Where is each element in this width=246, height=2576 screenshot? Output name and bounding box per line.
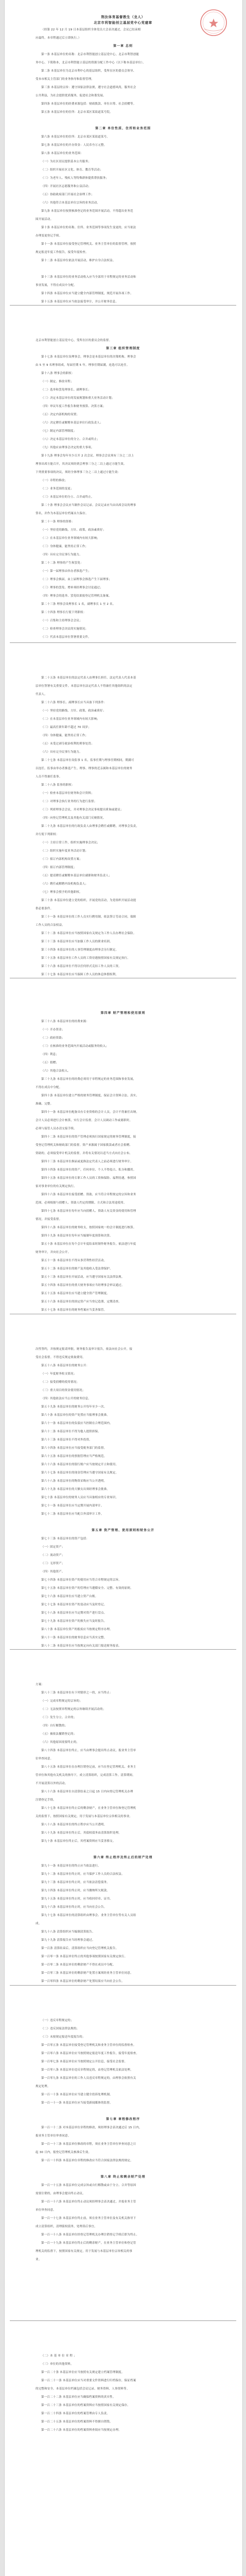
document-title-line-2: 北京市利智能创立基层党中心党建章 bbox=[94, 21, 152, 25]
text-line: 资助的，必须接受审计机关的监督，并将有关情况以适当方式向社会公布。 bbox=[36, 1152, 133, 1155]
article-line: （二）对理事会执行业务的行为进行监督； bbox=[41, 800, 97, 803]
text-line: 需要注销的，由理事会提出终止动议。 bbox=[36, 2192, 85, 2195]
document-page-1 bbox=[10, 0, 236, 306]
article-line: 第九十条 本基层单位终止后，其档案资料应当妥善移交。 bbox=[41, 1840, 116, 1843]
article-line: （三）未按规定报送年度报告的； bbox=[41, 2036, 85, 2039]
article-line: 第一百零八条 本基层单位违反章程规定的，由登记管理机关依法处理。 bbox=[41, 2069, 133, 2072]
text-line: 北京市利智能创立基层党中心，受所在区的委员会的监督。 bbox=[36, 339, 112, 342]
article-line: （二）检查理事会决议的实施情况； bbox=[41, 628, 89, 631]
text-line: 工作人员的合法权益。 bbox=[36, 924, 65, 927]
article-line: 第一百零三条 本基层单位的剩余财产处置方案须经业务主管单位同意。 bbox=[41, 1972, 133, 1975]
article-line: （一）为社区居民提供基本公共服务； bbox=[41, 160, 91, 163]
article-line: 第五十三条 本基层单位开展活动，应当遵守国家有关法律法规。 bbox=[41, 1276, 125, 1279]
article-line: 第一百二十三条 本基层单位的档案资料应当按照国家有关规定保存。 bbox=[41, 2404, 130, 2407]
article-line: （九）其他应由理事会决定的重大事项。 bbox=[41, 446, 94, 449]
article-line: （三）在核准的业务范围内开展活动或服务的收入； bbox=[41, 1045, 109, 1048]
article-line: （二）接受捐赠的使用情况； bbox=[41, 1381, 80, 1384]
article-line: 第七十条 本基层单位的财务人员应当具备相应的专业知识。 bbox=[41, 1496, 119, 1499]
text-line: 签名，并作为本基层单位档案永久保存。 bbox=[36, 512, 89, 515]
article-line: 第四十二条 本基层单位的资产管理必须执行国家规定的财务管理制度，接 bbox=[41, 1136, 136, 1139]
article-line: 第三十四条 本基层单位的人事管理制度由理事会另行制定。 bbox=[41, 948, 119, 952]
article-line: 第八十六条 本基层单位自清算结束之日起 15 日内向登记管理机关办理 bbox=[41, 1790, 133, 1793]
article-line: 第二十七条 本基层单位设监事 1 名，监事任期与理事任期相同，期满可 bbox=[41, 759, 134, 762]
text-line: 会计人员必须进行会计核算，实行会计监督。会计人员调动工作或离职时， bbox=[36, 1119, 133, 1122]
article-line: 第一百零六条 本基层单位应当按照规定报送年度工作报告，接受年度检查。 bbox=[41, 2052, 139, 2055]
article-line: （一）检查本基层单位财务和会计资料； bbox=[41, 792, 94, 795]
article-line: （二）流动资产； bbox=[41, 1554, 65, 1557]
article-line: （五）被依法撤销登记的； bbox=[41, 1733, 77, 1736]
text-line: 规定处理。 bbox=[36, 2085, 50, 2088]
article-line: （一）违反章程规定的； bbox=[41, 2019, 74, 2022]
article-line: 第五十九条 本基层单位的财务公开每年至少一次。 bbox=[41, 1405, 107, 1409]
text-line: 不开展清算以外的活动。 bbox=[36, 1782, 68, 1785]
article-line: （四）自行解散的； bbox=[41, 1724, 68, 1727]
article-line: 第七十二条 本基层单位应当配合外部审计工作。 bbox=[41, 1513, 104, 1516]
article-line: 第八十二条 本基层单位应当按规定向有关部门报送财务报表。 bbox=[41, 1645, 121, 1648]
text-line: 理事出席方能召开，其决议须经到会理事三分之二以上通过方能生效。 bbox=[36, 463, 127, 466]
article-line: 第四条 本基层单位的经费来源包括：财政拨款、单位自筹、社会捐赠等。 bbox=[41, 103, 136, 106]
document-viewer[interactable] bbox=[4, 0, 243, 2576]
article-line: （六）决定聘任或解聘本基层单位行政负责人； bbox=[41, 421, 103, 425]
text-line: 以连任。监事由举办者推选产生。理事、理事的近亲属和本基层单位的财务 bbox=[36, 767, 133, 770]
article-line: 第二十四条 理事长行使下列职权： bbox=[41, 611, 86, 614]
article-line: 第四十三条 本基层单位换届或更换法定代表人之前必须进行财务审计。 bbox=[41, 1160, 133, 1163]
article-line: （三）重大项目的资金使用情况； bbox=[41, 1389, 85, 1392]
article-line: 第二十一条 理事的资格： bbox=[41, 520, 75, 523]
article-line: 第一百一十五条 本基层单位完成宗旨或自行解散或由于分立、合并等原因 bbox=[41, 2184, 136, 2187]
text-line: 必须与接管人员办清交接手续。 bbox=[36, 1127, 77, 1130]
article-line: （五）捐赠； bbox=[41, 1061, 59, 1064]
article-line: （三）身体健康，能坚持正常工作； bbox=[41, 545, 89, 548]
document-page-8 bbox=[10, 2321, 236, 2576]
article-line: （二）违反国家法律法规的； bbox=[41, 2027, 80, 2030]
article-line: （三）决定本基层单位的发展规划和重大业务活动计划； bbox=[41, 397, 115, 400]
chapter-heading: 第一章 总则 bbox=[113, 44, 133, 48]
article-line: （二）组织实施年度业务活动计划； bbox=[41, 850, 89, 853]
article-line: 第一百零七条 本基层单位应当按照规定公开信息，接受社会监督。 bbox=[41, 2060, 128, 2063]
article-line: 第一百二十四条 本基层单位的档案管理由专人负责。 bbox=[41, 2412, 110, 2415]
article-line: （六）其他合法收入。 bbox=[41, 1070, 71, 1073]
article-line: 第九十二条 本基层单位终止时，应当保护工作人员的合法权益。 bbox=[41, 1873, 125, 1876]
text-line: 事业发展，不得在成员中分配。 bbox=[36, 284, 77, 287]
article-line: 第十三条 本基层单位的业务活动收入应当全部用于章程规定的业务活动和 bbox=[41, 276, 136, 279]
text-line: 次性签约，并按规定报请审批，财务报告及审计报告，依法向社会公开，接 bbox=[36, 1348, 133, 1351]
document-page-7 bbox=[10, 1986, 236, 2321]
article-line: （七）制定内部管理制度； bbox=[41, 430, 77, 433]
article-line: 第六十七条 本基层单位的现金管理应当遵守国家有关规定。 bbox=[41, 1471, 119, 1475]
text-line: 业。 bbox=[36, 2258, 42, 2261]
text-line: 务中心，下简称本，北京市利智能立基层的资源分配工作中心（以下称本基层单位）。 bbox=[36, 61, 146, 64]
article-line: 第二十八条 监事的职权： bbox=[41, 784, 75, 787]
article-line: 第八十八条 本基层单位的终止程序应当公开透明。 bbox=[41, 1823, 107, 1826]
article-line: 第七十六条 本基层单位应当建立资产台账。 bbox=[41, 1595, 98, 1598]
text-line: 关的监督下，按照国家有关规定，用于发展与本基层单位宗旨相关的事业。 bbox=[36, 1815, 133, 1818]
text-line: 层单位签署有关重要文件。本基层单位法定代表人不得兼任其他组织的法定 bbox=[36, 685, 133, 688]
text-line: 报业务主管单位审查同意。 bbox=[36, 2134, 71, 2138]
article-line: 第七十四条 本基层单位资产的使用应当符合章程规定的宗旨。 bbox=[41, 1579, 121, 1582]
article-line: （四）其他资产。 bbox=[41, 1570, 65, 1573]
article-line: 第三条 本基层的宗旨：遵守国家法律法规，遵守社会道德风尚，服务社会 bbox=[41, 86, 136, 89]
article-line: 第一百一十八条 本基层单位经登记管理机关办理注销登记手续后即为终止。 bbox=[41, 2233, 139, 2236]
article-line: （一）章程的修改； bbox=[41, 479, 68, 482]
text-line: 注销登记手续。 bbox=[36, 1799, 56, 1802]
article-line: 第三十六条 本基层单位不得以任何形式克扣工作人员的工资。 bbox=[41, 965, 121, 968]
article-line: （四）利息； bbox=[41, 1053, 59, 1056]
chapter-heading: 第三章 组织管理制度 bbox=[106, 347, 140, 350]
article-line: 第九条 本基层单位按照核准登记的业务范围开展活动，不得超出业务范 bbox=[41, 210, 133, 213]
article-line: （三）列席理事会会议，并对理事会决议事项提出质询或建议； bbox=[41, 808, 124, 811]
article-line: 第二十五条 本基层单位的法定代表人由理事长担任。法定代表人代表本基 bbox=[41, 676, 136, 680]
article-line: （四）其他依法应当公开的财务信息。 bbox=[41, 1397, 91, 1400]
article-line: （二）无法按照章程规定的宗旨继续开展活动的； bbox=[41, 1708, 106, 1711]
article-line: （五）决定内部机构的设置； bbox=[41, 413, 80, 416]
article-line: （一）制定、修改章程； bbox=[41, 380, 74, 383]
article-line: （五）未受过剥夺政治权利的刑事处罚； bbox=[41, 742, 94, 745]
article-line: 第一百一十六条 本基层单位终止动议须经理事会表决通过，并报业务主管 bbox=[41, 2200, 136, 2204]
article-line: 第六十九条 本基层单位的大额支出须经理事会批准。 bbox=[41, 1488, 110, 1491]
article-line: 第五十条 本基层单位在每个会计年度结束时制作财务报告，依法进行年度 bbox=[41, 1243, 136, 1246]
article-line: 第五十七条 本基层单位的财务档案应当妥善保管。 bbox=[41, 1309, 107, 1312]
document-page-6 bbox=[10, 1650, 236, 1986]
article-line: 第三十八条 本基层单位的经费来源： bbox=[41, 1020, 90, 1023]
article-line: （一）开办资金； bbox=[41, 1028, 65, 1031]
blank-line bbox=[36, 1845, 210, 1854]
article-line: 第一百一十七条 本基层单位终止前，须在业务主管单位及有关机关指导下 bbox=[41, 2217, 136, 2220]
article-line: 第七十七条 本基层单位资产的变动应当及时登记。 bbox=[41, 1603, 107, 1606]
article-line: 第一百二十二条 本基层单位应当确保档案资料的真实性。 bbox=[41, 2396, 116, 2399]
article-line: 第六十五条 本基层单位的票据管理应当严格规范。 bbox=[41, 1455, 107, 1458]
article-line: （六）具有完全民事行为能力。 bbox=[41, 751, 82, 754]
article-line: 第二条 本基层单位为北京市利中心的基层组织，受所在区的委员会领导、 bbox=[41, 70, 136, 73]
article-line: 第五十四条 本基层单位的重大财务事项应当经理事会审议通过。 bbox=[41, 1284, 125, 1287]
article-line: （二）业务范围的变更； bbox=[41, 487, 74, 490]
article-line: 第一百一十条 本基层单位应当建立健全投诉处理机制。 bbox=[41, 2093, 113, 2096]
article-line: 第六十二条 本基层单位不得为他人提供担保。 bbox=[41, 1430, 101, 1433]
document-page-2 bbox=[10, 306, 236, 643]
article-line: 第六十三条 本基层单位不得对外投资。 bbox=[41, 1438, 92, 1442]
text-line: 围开展活动。 bbox=[36, 218, 54, 221]
article-line: （二）选举和罢免理事长、副理事长； bbox=[41, 388, 91, 392]
article-line: 第七十五条 本基层单位资产的管理应当遵循安全、完整、有效的原则。 bbox=[41, 1587, 133, 1590]
article-line: （一）完成章程规定的宗旨的； bbox=[41, 1700, 82, 1703]
text-line: 公共利益，为社会提供优质服务，促进社会和谐发展。 bbox=[36, 94, 106, 97]
article-line: （六）聘任或解聘内设机构负责人； bbox=[41, 883, 89, 886]
article-line: （三）代表本基层单位签署重要文件。 bbox=[41, 636, 91, 639]
article-line: （四）拟订内部管理制度； bbox=[41, 866, 77, 869]
text-line: 的完整和安全。本基层单位档案包括会议记录、财务资料、人事资料等。 bbox=[36, 2387, 130, 2391]
article-line: 第五十一条 本基层单位不得从事营利性经营活动。 bbox=[41, 1259, 107, 1262]
page-content bbox=[36, 1681, 210, 1986]
chapter-heading: 第五章 资产管理、使用原则和财务公开 bbox=[91, 1529, 155, 1532]
article-line: 第八十四条 本基层单位终止，应当由理事会提出终止动议，报业务主管单 bbox=[41, 1749, 136, 1752]
article-line: （三）为老年人、残疾人等特殊群体提供帮扶服务； bbox=[41, 177, 109, 180]
blank-line bbox=[36, 116, 210, 125]
document-page-3 bbox=[10, 643, 236, 978]
article-line: 第九十七条 本基层单位的清算组织由理事会、业务主管单位等有关人员组 bbox=[41, 1914, 136, 1917]
article-line: （四）身体健康，能坚持正常工作； bbox=[41, 734, 89, 737]
article-line: （二）理事会换届，由上届理事会推选产生下届理事； bbox=[41, 578, 112, 581]
article-line: （二）政府资助； bbox=[41, 1037, 65, 1040]
document-page-4 bbox=[10, 978, 236, 1314]
article-line: （二）组织开展社区文化、体育、教育等活动； bbox=[41, 168, 103, 172]
text-line: 规定报送年度工作报告，接受年度检查。 bbox=[36, 251, 89, 254]
page-content bbox=[36, 2352, 210, 2434]
article-line: 第四十六条 本基层单位接受捐赠、资助，应当符合章程规定的宗旨和业务 bbox=[41, 1193, 136, 1196]
article-line: （三）无形资产； bbox=[41, 1562, 65, 1565]
article-line: 第三十五条 本基层单位工作人员的工资待遇按照国家有关规定执行。 bbox=[41, 957, 130, 960]
text-line: 不得在成员中分配。 bbox=[36, 1086, 62, 1089]
article-line: 第四十七条 本基层单位每年应当向捐赠人、资助人有关资金的使用和管理 bbox=[41, 1210, 136, 1213]
text-line: 受登记管理机关和财政部门的监督。资产来源属于国家拨款或者社会捐赠、 bbox=[36, 1144, 133, 1147]
article-line: 第五十六条 本基层单位的固定资产应当登记造册，定期清查。 bbox=[41, 1300, 121, 1303]
article-line: 第一百二十六条 本基层单位的档案资料查阅应当按规定办理。 bbox=[41, 2429, 121, 2432]
article-line: 第六条 本基层单位的住所：北京市某区某街道某号。 bbox=[41, 135, 110, 139]
chapter-heading: 第六章 终止程序及终止后的财产处理 bbox=[93, 1856, 153, 1859]
article-line: 第三十二条 本基层单位应当按照国家有关规定为工作人员办理社会保险。 bbox=[41, 932, 136, 935]
article-line: 第一百二十条 本基层单位应当按照有关规定建立档案管理制度。 bbox=[41, 2371, 125, 2374]
article-line: （一）第一届理事由举办者推选产生； bbox=[41, 570, 91, 573]
article-line: 第六十一条 本基层单位的负债应当控制在合理范围内。 bbox=[41, 1422, 113, 1425]
article-line: （四）向登记管理机关及其他有关部门反映情况。 bbox=[41, 817, 106, 820]
article-line: 第一百二十一条 本基层单位应当对重要文件资料进行归档保存，保证档案 bbox=[41, 2379, 136, 2382]
text-line: 成。 bbox=[36, 1922, 42, 1925]
document-title-line-1: 荆汝体育基督教生（龙人） bbox=[101, 15, 145, 19]
text-line: 位审查同意。 bbox=[36, 1757, 54, 1760]
article-line: 第一条 本基层单位的名称：北京市利智能创立基层党中心，北京市利智创能 bbox=[41, 53, 139, 56]
article-line: （七）理事会授予的其他职权。 bbox=[41, 891, 82, 894]
article-line: 第八十九条 本基层单位终止后，其债权债务由清算组织处理。 bbox=[41, 1832, 121, 1835]
document-intro-line: （经第 22 年 12 月 19 日本基层组织全体党员大会表决通过，会议已结束相 bbox=[41, 28, 141, 31]
chapter-heading: 第七章 章程修改程序 bbox=[106, 2117, 140, 2121]
article-line: （一）固定资产； bbox=[41, 1546, 65, 1549]
article-line: 第四十五条 本基层单位的专职工作人员的工资和保险、福利待遇，参照国 bbox=[41, 1177, 136, 1180]
page-content bbox=[36, 14, 210, 314]
article-line: 第一百零四条 本基层单位的剩余财产处置结果应当向社会公告。 bbox=[41, 1980, 125, 1983]
article-line: 第一百一十二条 对本基层单位章程的修改，须经理事会表决通过后 15 日内， bbox=[41, 2126, 142, 2129]
article-line: 第三十九条 本基层单位的经费必须用于章程规定的业务范围和事业发展， bbox=[41, 1078, 136, 1081]
article-line: 第三十一条 本基层单位的工作人员实行聘用制，依法签订劳动合同，保障 bbox=[41, 916, 136, 919]
page-content bbox=[36, 674, 210, 979]
article-line: 第一百零一条 本基层单位终止的其他事项按照国家有关规定执行。 bbox=[41, 1955, 128, 1958]
article-line: 第九十四条 本基层单位终止时，应当缴纳所欠税款。 bbox=[41, 1889, 110, 1892]
article-line: 第一百二十五条 本基层单位的档案资料不得擅自销毁。 bbox=[41, 2420, 113, 2424]
article-line: 第八十五条 本基层单位在办理注销登记前，应当在登记管理机关、业务主 bbox=[41, 1766, 136, 1769]
article-line: 第七条 本基层单位的开办资金：人民币叁万元整。 bbox=[41, 144, 107, 147]
article-line: （四）具有完全民事行为能力。 bbox=[41, 553, 82, 556]
article-line: 第六十四条 本基层单位应当接受税务部门的监督。 bbox=[41, 1447, 107, 1450]
chapter-heading: 第二章 单位性质、住所和业务范围 bbox=[95, 127, 151, 130]
article-line: 第五十五条 本基层单位应当建立健全资产管理制度。 bbox=[41, 1292, 110, 1295]
article-line: 第七十九条 本基层单位资产的损失应当及时报告。 bbox=[41, 1620, 107, 1623]
article-line: 第十二条 本基层单位依法开展活动，维护自身合法权益。 bbox=[41, 259, 116, 262]
blank-line bbox=[36, 2107, 210, 2115]
text-line: 由 5 至 9 名理事组成，每届任期 5 年。理事任期届满，连选可以连任。 bbox=[36, 364, 130, 367]
article-line: 第二十三条 理事会设理事长 1 名，副理事长 1 至 2 名。 bbox=[41, 603, 116, 606]
text-line: 财务审计，并向社会公开。 bbox=[36, 1251, 71, 1254]
article-line: 第一百条 清算结束后，清算组织应当向登记管理机关报告。 bbox=[41, 1947, 119, 1950]
article-line: 第八十三条 本基层单位有下列情形之一的，应当终止： bbox=[41, 1691, 113, 1694]
article-line: （二）在本基层单位业务领域内有较大影响； bbox=[41, 537, 100, 540]
text-line: 人员不得兼任监事。 bbox=[36, 775, 62, 778]
article-line: 第八十一条 本基层单位的财务信息应当真实完整。 bbox=[41, 1636, 107, 1639]
chapter-heading: 第八章 终止和剩余财产处理 bbox=[100, 2175, 146, 2179]
article-line: 第四十九条 本基层单位每年应当编制年度预算和决算。 bbox=[41, 1234, 113, 1238]
blank-line bbox=[36, 265, 210, 273]
article-line: （三）拟订内部机构设置方案； bbox=[41, 858, 82, 861]
article-line: （六）其他原因需要终止的。 bbox=[41, 1741, 80, 1744]
page-content bbox=[36, 336, 210, 641]
document-intro-line: 应最终，本章程通过后立即执行。） bbox=[36, 37, 81, 40]
text-line: 供必要条件。 bbox=[36, 907, 54, 910]
article-line: 第六十六条 本基层单位的银行账户应当按规定开立和使用。 bbox=[41, 1463, 119, 1466]
article-line: 第四十四条 本基层单位的资产，任何单位、个人不得侵占、私分和挪用。 bbox=[41, 1168, 136, 1172]
article-line: 第十一条 本基层单位接受登记管理机关、业务主管单位的监督管理，按照 bbox=[41, 243, 136, 246]
article-line: 第一百零九条 本基层单位的工作人员违反章程规定的，由理事会依照有关 bbox=[41, 2077, 136, 2080]
article-line: （三）单位的其他资料。 bbox=[41, 2363, 74, 2366]
page-content bbox=[36, 1345, 210, 1650]
article-line: 第四十八条 本基层单位的财务收支，按照国家统一的会计制度进行核算。 bbox=[41, 1226, 136, 1229]
text-line: 并行使下列职权： bbox=[36, 833, 59, 836]
article-line: 第一百一十一条 本基层单位应当接受新闻媒体的监督。 bbox=[41, 2102, 113, 2105]
article-line: 第十七条 本基层单位设理事会，理事会是本基层单位的决策机构。理事会 bbox=[41, 355, 136, 359]
text-line: 下列重要事项的决议，须经全体理事三分之二以上通过方能生效： bbox=[36, 471, 121, 474]
article-line: 第三十条 本基层单位建立党的组织，开展党的活动，为党组织开展活动提 bbox=[41, 899, 136, 902]
article-line: 第六十条 本基层单位的资产处置应当报理事会批准。 bbox=[41, 1414, 110, 1417]
article-line: 第二十六条 理事长、副理事长应当具备下列条件： bbox=[41, 701, 107, 704]
article-line: 第七十八条 本基层单位应当定期对资产进行盘点。 bbox=[41, 1612, 107, 1615]
text-line: 受社会监督。不得违反规定收取费用。 bbox=[36, 1356, 85, 1359]
article-line: 第五条 本基层单位的住所：北京市某区某街道某号院。 bbox=[41, 111, 113, 114]
article-line: （一）坚持党的路线、方针、政策，政治素质好； bbox=[41, 709, 106, 713]
article-line: 第九十三条 本基层单位终止时，应当依法清偿债务。 bbox=[41, 1881, 110, 1884]
blank-line bbox=[36, 2165, 210, 2173]
text-line: 代表人。 bbox=[36, 693, 47, 696]
text-line: 管单位和其他有关机关的指导下，成立清算组织，完成清算工作。清算期间， bbox=[36, 1774, 135, 1777]
article-line: 第八十条 本基层单位资产的报废应当按规定程序办理。 bbox=[41, 1628, 113, 1631]
text-line: 理机关的监督下，按照国家有关规定，用于发展与本基层单位宗旨相关的事 bbox=[36, 2250, 133, 2253]
article-line: 第十九条 理事会每年至少召开 2 次会议。理事会会议须有三分之二以上 bbox=[41, 454, 134, 457]
article-line: 第九十六条 本基层单位终止时，应当向社会公告。 bbox=[41, 1906, 107, 1909]
article-line: 第八十七条 本基层单位终止后的剩余财产，在业务主管单位和登记管理机 bbox=[41, 1807, 136, 1810]
text-line: 单位审查同意。 bbox=[36, 2209, 56, 2212]
text-line: 情况，并接受监督。 bbox=[36, 1218, 62, 1221]
article-line: 第二十条 理事会会议应当制作会议记录。会议记录应当由出席会议的理事 bbox=[41, 504, 136, 507]
article-line: 第四十一条 本基层单位配备具有专业资格的会计人员。会计不得兼任出纳。 bbox=[41, 1111, 139, 1114]
article-line: 第八条 本基层单位的业务范围： bbox=[41, 152, 83, 155]
page-content bbox=[36, 1009, 210, 1314]
text-line: 家对事业单位的有关规定执行。 bbox=[36, 1185, 77, 1188]
article-line: （三）发生分立、合并的； bbox=[41, 1716, 77, 1719]
article-line: 第四十条 本基层单位建立严格的财务管理制度，保证会计资料合法、真实、 bbox=[41, 1094, 139, 1097]
article-line: （一）坚持党的路线、方针、政策，政治素质好； bbox=[41, 529, 106, 532]
article-line: （四）开展社区志愿服务和公益活动； bbox=[41, 185, 91, 188]
document-page-5 bbox=[10, 1314, 236, 1650]
article-line: （三）理事的罢免、增补须经理事会讨论通过； bbox=[41, 586, 103, 589]
article-line: 第二十二条 理事的产生和罢免： bbox=[41, 562, 83, 565]
text-line: 范围，必须根据与捐赠人、资助人约定的期限、方式和合法用途使用。 bbox=[36, 1201, 127, 1205]
text-line: 准确、完整。 bbox=[36, 1103, 54, 1106]
article-line: 第七十三条 本基层单位的资产包括： bbox=[41, 1537, 90, 1540]
article-line: 第十八条 理事会的职权： bbox=[41, 372, 75, 375]
article-line: 第一百一十九条 本基层单位终止后的剩余财产，在业务主管单位和登记管 bbox=[41, 2242, 136, 2245]
article-line: 第一百一十四条 本基层单位章程的修改应当符合国家法律法规的规定。 bbox=[41, 2159, 133, 2162]
text-line: 成立清算组织，清理债权债务，处理善后事宜。 bbox=[36, 2225, 97, 2228]
text-line: 办理变更登记手续。 bbox=[36, 234, 62, 238]
article-line: 第一百一十三条 本基层单位修改的章程，须在业务主管单位审查同意之日 bbox=[41, 2143, 136, 2146]
text-line: 方案： bbox=[36, 1683, 45, 1686]
article-line: 第五十八条 本基层单位的财务公开： bbox=[41, 1364, 90, 1367]
article-line: （三）最高任职年龄不超过 70 周岁； bbox=[41, 726, 91, 729]
article-line: （一）主持日常工作，组织实施理事会决议； bbox=[41, 841, 100, 844]
article-line: 第十条 本基层单位的名称、住所、业务范围等事项发生变更的，应当依法 bbox=[41, 226, 136, 229]
article-line: （一）召集和主持理事会会议； bbox=[41, 619, 82, 622]
article-line: （五）协助政府部门开展社会治理工作； bbox=[41, 193, 94, 196]
blank-line bbox=[36, 1518, 210, 1527]
text-line: 受本市相关主管部门的业务指导和监督管理。 bbox=[36, 78, 95, 81]
article-line: （三）本基层单位的分立、合并或终止。 bbox=[41, 496, 94, 499]
article-line: 第九十八条 清算组织应当编制清算报告。 bbox=[41, 1930, 95, 1934]
article-line: （二）本 基 单 位 章 程 ； bbox=[41, 2354, 77, 2358]
article-line: （四）理事会的选举、罢免结果报登记管理机关备案。 bbox=[41, 595, 112, 598]
article-line: （四）审议年度工作报告和财务预算、决算方案； bbox=[41, 405, 106, 408]
article-line: 第一百零二条 本基层单位的剩余财产不得在成员中分配。 bbox=[41, 1963, 116, 1967]
article-line: 第九十一条 本基层单位的终止应当依法进行。 bbox=[41, 1865, 101, 1868]
article-line: 第六十八条 本基层单位的物资采购应当公开透明。 bbox=[41, 1480, 107, 1483]
page-content bbox=[36, 2016, 210, 2264]
article-line: （五）提请聘任或解聘本基层单位副职和财务负责人； bbox=[41, 874, 112, 877]
article-line: 第十五条 本基层单位应当依法接受审计，并公开财务信息。 bbox=[41, 300, 119, 303]
chapter-heading: 第四章 财产管理和使用原则 bbox=[100, 1011, 146, 1015]
article-line: 第五十二条 本基层单位的财产及其他收入受法律保护。 bbox=[41, 1267, 113, 1270]
article-line: 第七十一条 本基层单位应当定期开展内部审计。 bbox=[41, 1504, 104, 1507]
article-line: 第十四条 本基层单位应当建立健全内部管理制度，规范开展各项工作。 bbox=[41, 292, 133, 295]
article-line: （一）年度财务收支情况； bbox=[41, 1372, 77, 1376]
article-line: 第九十五条 本基层单位终止时，应当收回印章、证书。 bbox=[41, 1897, 113, 1901]
article-line: 第三十七条 本基层单位应当保障工作人员的休息休假权利。 bbox=[41, 973, 119, 976]
article-line: 第二十九条 本基层单位的行政负责人由理事会聘任或解聘，对理事会负责， bbox=[41, 825, 139, 828]
article-line: 第三十三条 本基层单位应当加强工作人员的职业培训。 bbox=[41, 940, 113, 943]
text-line: 起 30 日内，报登记管理机关核准后生效。 bbox=[36, 2151, 92, 2154]
article-line: （二）在本基层单位业务领域内有较大影响； bbox=[41, 718, 100, 721]
article-line: 第一百零五条 本基层单位接受登记管理机关和业务主管单位的监督检查。 bbox=[41, 2044, 136, 2047]
article-line: （六）其他符合本基层单位宗旨的业务活动。 bbox=[41, 201, 100, 205]
article-line: 第九十九条 清算报告应当经理事会通过。 bbox=[41, 1939, 95, 1942]
article-line: （八）决定本基层单位的分立、合并或终止； bbox=[41, 438, 100, 441]
